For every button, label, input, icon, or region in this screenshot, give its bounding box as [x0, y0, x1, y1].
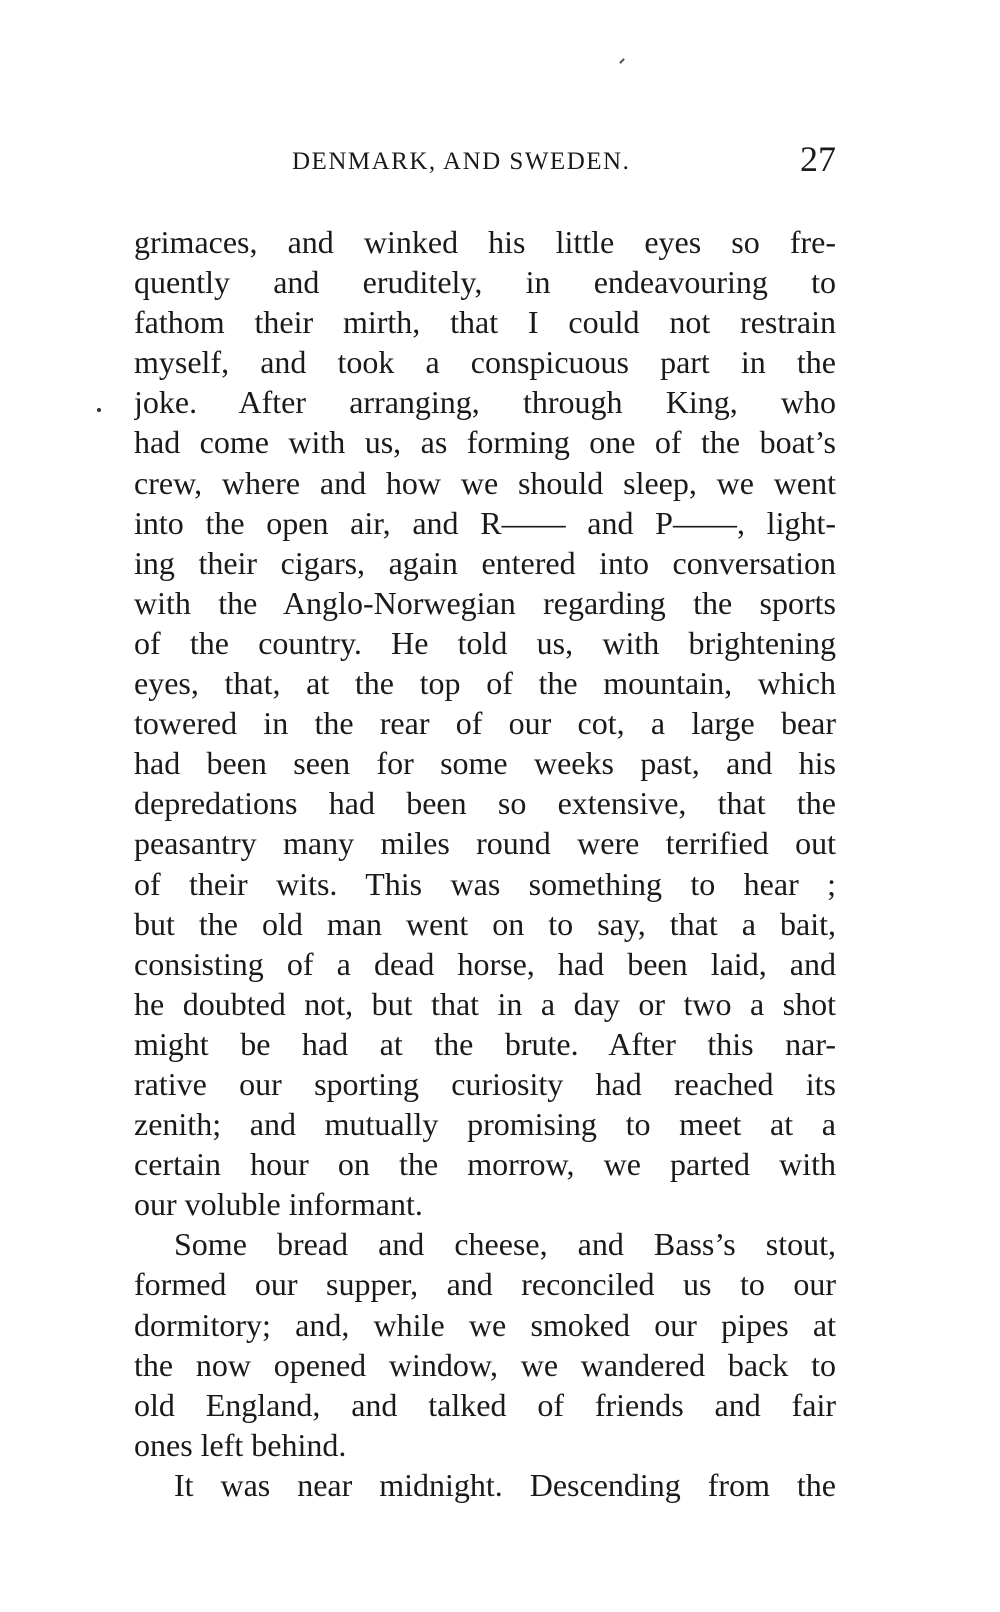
- text-line: of the country. He told us, with brightening: [134, 624, 836, 661]
- text-line: into the open air, and R—— and P——, light-: [134, 504, 836, 541]
- text-line: the now opened window, we wandered back to: [134, 1346, 836, 1383]
- text-line: formed our supper, and reconciled us to our: [134, 1266, 836, 1303]
- text-line: towered in the rear of our cot, a large bear: [134, 705, 836, 742]
- text-line: rative our sporting curiosity had reached its: [134, 1065, 836, 1102]
- text-line: peasantry many miles round were terrified out: [134, 825, 836, 862]
- text-line: zenith; and mutually promising to meet at a: [134, 1106, 836, 1143]
- text-line: he doubted not, but that in a day or two a shot: [134, 985, 836, 1022]
- text-line: old England, and talked of friends and fair: [134, 1386, 836, 1423]
- text-line: fathom their mirth, that I could not restrain: [134, 304, 836, 341]
- text-line: depredations had been so extensive, that the: [134, 785, 836, 822]
- text-line-paragraph-end: our voluble informant.: [134, 1186, 423, 1223]
- text-line: crew, where and how we should sleep, we went: [134, 464, 836, 501]
- text-line: dormitory; and, while we smoked our pipes at: [134, 1306, 836, 1343]
- text-line: joke. After arranging, through King, who: [134, 384, 836, 421]
- text-line: ing their cigars, again entered into conversation: [134, 544, 836, 581]
- text-line: had been seen for some weeks past, and his: [134, 745, 836, 782]
- text-line: eyes, that, at the top of the mountain, which: [134, 665, 836, 702]
- text-line-paragraph-end: ones left behind.: [134, 1426, 347, 1463]
- body-text: [134, 222, 836, 1505]
- running-head: [134, 138, 836, 188]
- margin-speck: [97, 408, 101, 412]
- ink-speck: [619, 58, 625, 64]
- text-line-paragraph-start: Some bread and cheese, and Bass’s stout,: [174, 1226, 836, 1263]
- running-title: DENMARK, AND SWEDEN.: [292, 148, 631, 175]
- text-line: consisting of a dead horse, had been laid, and: [134, 945, 836, 982]
- text-line: grimaces, and winked his little eyes so fre-: [134, 224, 836, 260]
- text-line: certain hour on the morrow, we parted with: [134, 1146, 836, 1183]
- text-line: with the Anglo-Norwegian regarding the sports: [134, 584, 836, 621]
- text-line: quently and eruditely, in endeavouring to: [134, 264, 836, 301]
- page-number: 27: [800, 139, 836, 179]
- text-line: might be had at the brute. After this nar-: [134, 1025, 836, 1062]
- text-line: of their wits. This was something to hear ;: [134, 865, 836, 902]
- text-line: had come with us, as forming one of the boat’s: [134, 424, 836, 461]
- text-line-paragraph-start: It was near midnight. Descending from the: [174, 1466, 836, 1503]
- text-line: but the old man went on to say, that a bait,: [134, 905, 836, 942]
- text-line: myself, and took a conspicuous part in the: [134, 344, 836, 381]
